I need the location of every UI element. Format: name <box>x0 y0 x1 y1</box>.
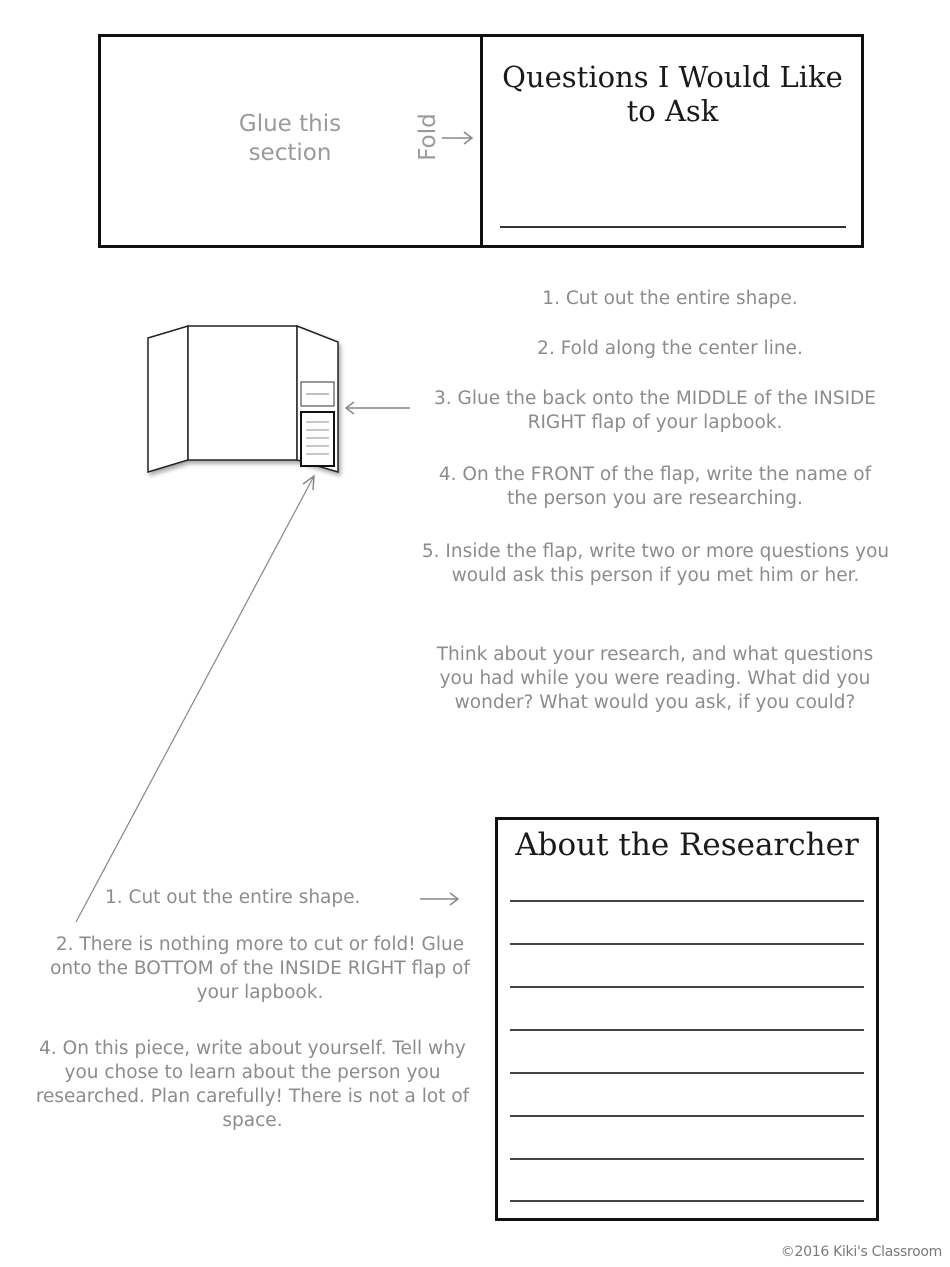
researcher-title: About the Researcher <box>515 827 859 863</box>
writing-line <box>510 1158 864 1160</box>
long-diagonal-arrow-icon <box>70 470 320 930</box>
instruction-step-5: 5. Inside the flap, write two or more questions you would ask this person if you met him or her. <box>421 541 890 586</box>
writing-line <box>510 1115 864 1117</box>
pointer-arrow-icon <box>340 400 412 416</box>
name-write-line <box>500 226 846 228</box>
researcher-step-4: 4. On this piece, write about yourself. Tell why you chose to learn about the person you researched. Plan carefully! There is not a lot of space. <box>35 1038 470 1131</box>
writing-line <box>510 986 864 988</box>
instruction-step-3: 3. Glue the back onto the MIDDLE of the INSIDE RIGHT flap of your lapbook. <box>434 388 876 433</box>
glue-section-label: Glue this section <box>238 111 342 166</box>
writing-line <box>510 1200 864 1202</box>
copyright-notice: ©2016 Kiki's Classroom <box>780 1244 942 1260</box>
instruction-step-1: 1. Cut out the entire shape. <box>542 288 798 309</box>
fold-center-line <box>480 34 483 248</box>
writing-line <box>510 1029 864 1031</box>
fold-arrow-icon <box>440 128 476 148</box>
instruction-reflection: Think about your research, and what questions you had while you were reading. What did you wonder? What would you ask, if you could? <box>436 644 874 713</box>
researcher-cutout <box>495 817 879 1221</box>
right-arrow-icon <box>418 891 462 907</box>
researcher-step-1: 1. Cut out the entire shape. <box>105 887 361 908</box>
instruction-step-2: 2. Fold along the center line. <box>537 338 803 359</box>
fold-label: Fold <box>415 113 441 161</box>
writing-line <box>510 943 864 945</box>
writing-line <box>510 1072 864 1074</box>
lapbook-diagram-icon <box>140 320 350 480</box>
flap-title: Questions I Would Like to Ask <box>502 60 843 128</box>
researcher-step-2: 2. There is nothing more to cut or fold! Glue onto the BOTTOM of the INSIDE RIGHT flap of your lapbook. <box>50 934 470 1003</box>
instruction-step-4: 4. On the FRONT of the flap, write the name of the person you are researching. <box>438 464 872 509</box>
writing-line <box>510 900 864 902</box>
